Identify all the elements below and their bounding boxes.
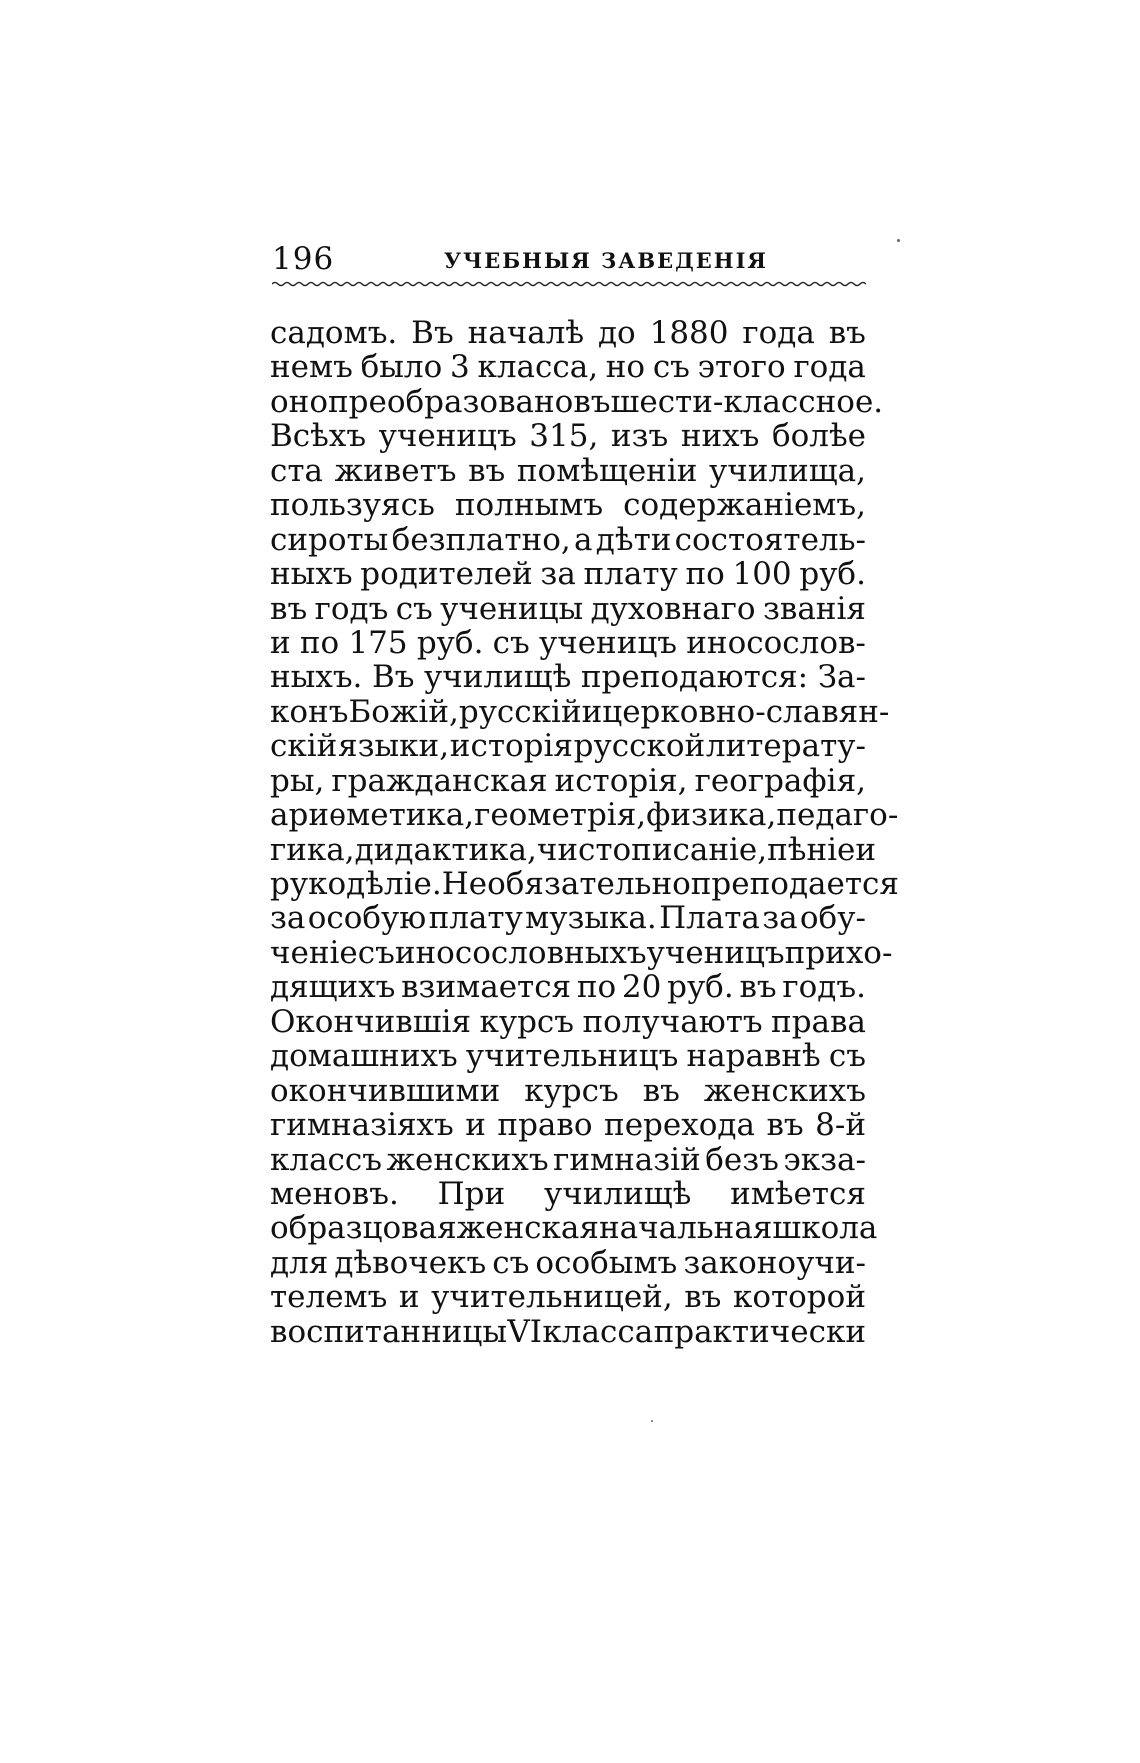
word: болѣе [771,418,866,455]
printing-speck [651,1420,653,1422]
text-line [270,729,866,763]
word: годъ [314,590,389,627]
word: домашнихъ [270,1038,458,1075]
word: 100 [732,556,792,593]
word: началѣ [467,315,585,351]
word: для [270,1244,329,1281]
word: языки, [338,728,450,765]
text-line [270,660,866,694]
word: училищѣ [544,1175,692,1212]
word: окончившими [270,1072,501,1109]
word: ченіе [270,934,358,971]
word: класса, [477,349,599,386]
text-line [270,1280,866,1314]
word: преподаются: [580,659,809,696]
word: нихъ [680,418,760,455]
word: физика, [646,797,777,834]
text-line [270,350,866,384]
word: и [855,831,877,868]
word: перехода [604,1107,755,1144]
text-line [270,1246,866,1280]
text-line [270,1210,878,1247]
word: За- [817,659,866,696]
word: этого [697,349,786,386]
word: 3 [449,349,470,386]
text-line [270,592,866,626]
word: руб. [799,556,866,593]
word: класса [542,1313,654,1350]
word: ученицъ [378,418,517,455]
text-line [270,1177,866,1211]
word: и [398,1279,420,1316]
word: за [540,556,576,593]
word: за [270,900,306,937]
word: родителей [360,556,533,593]
word: сироты [270,521,389,558]
word: которой [732,1279,866,1316]
text-line [270,934,893,971]
word: ариѳметика, [270,797,475,834]
text-line [270,488,866,522]
text-line [270,1074,866,1108]
word: наравнѣ [686,1038,821,1075]
word: начальная [598,1210,773,1247]
word: безъ [705,1141,779,1178]
word: съ [357,934,395,971]
word: преобразовано [328,383,574,420]
word: геометрія, [474,797,647,834]
word: исторія, [554,762,688,799]
word: состоятель- [674,521,866,558]
text-line [270,557,866,591]
word: обу- [799,900,866,937]
word: и [581,693,603,730]
word: конъ [270,693,349,730]
word: 8-й [815,1107,866,1144]
word: практически [653,1313,866,1350]
word: руб. [416,624,484,661]
text-line [270,1039,866,1073]
text-line [270,454,866,488]
word: руб. [667,969,734,1006]
word: Необязательно [441,866,691,902]
word: по [685,556,725,593]
word: съ [652,349,690,386]
word: Божій, [348,693,459,730]
wavy-header-rule [272,278,866,290]
text-line [270,764,866,798]
word: взимается [401,969,572,1006]
word: до [597,315,636,351]
word: пользуясь [270,487,435,524]
word: въ [766,1107,804,1144]
word: по [576,969,617,1006]
word: курсъ [524,1072,619,1109]
word: съ [492,624,530,661]
word: въ [828,315,866,351]
word: пѣніе [767,831,856,868]
word: съ [395,590,433,627]
word: но [605,349,646,386]
word: содержаніемъ, [623,487,866,524]
word: женскихъ [703,1072,866,1109]
text-line [270,1143,866,1177]
text-line [270,901,866,935]
word: гражданская [331,762,548,799]
word: въ [468,452,506,489]
word: Въ [411,315,454,351]
text-line [270,831,877,868]
word: право [497,1107,593,1144]
word: законоучи- [683,1244,866,1281]
word: духовнаго [590,590,756,627]
word: и [270,624,291,661]
word: въ [270,590,308,627]
word: въ [739,969,777,1006]
word: исторія [449,728,573,765]
text-line [270,970,866,1004]
word: права [771,1003,866,1040]
word: Всѣхъ [270,418,367,455]
word: литерату- [705,728,866,765]
word: года [742,315,815,351]
word: и [465,1107,486,1144]
body-text [270,315,899,1350]
word: плату [428,900,523,937]
word: ученицъ [538,624,678,661]
page-header [272,238,864,280]
word: за [762,900,798,937]
word: рукодѣліе. [270,866,442,902]
word: садомъ. [270,315,398,351]
word: 20 [621,969,662,1006]
text-line [270,626,866,660]
word: курсъ [479,1003,575,1040]
page-number: 196 [272,241,335,277]
word: плату [583,556,678,593]
text-line [270,316,866,350]
word: церковно-славян- [602,693,890,730]
word: безплатно, [391,521,571,558]
word: училищѣ [424,659,572,696]
word: шести-классное. [610,383,884,420]
word: въ [573,383,611,420]
word: ученицъ [646,934,785,971]
word: учительницей, [431,1279,673,1316]
word: немъ [270,349,353,386]
word: При [437,1175,506,1212]
printing-speck [897,239,900,242]
word: женская [456,1210,599,1247]
word: Въ [371,659,415,696]
word: Окончившія [270,1003,472,1040]
word: гимназіяхъ [270,1107,454,1144]
text-line [270,693,890,730]
word: русскій [458,693,582,730]
word: изъ [610,418,669,455]
word: 175 [348,624,408,661]
word: 1880 [649,315,729,351]
word: иносослов- [686,624,866,661]
word: ныхъ [270,556,353,593]
word: Плата [659,900,760,937]
word: дѣти [595,521,672,558]
word: педаго- [776,797,899,834]
word: географія, [694,762,866,799]
word: съ [492,1244,530,1281]
word: гимназій [553,1141,701,1178]
word: воспитанницы [270,1313,508,1350]
word: полнымъ [454,487,604,524]
word: особую [307,900,427,937]
word: скій [270,728,338,765]
word: чистописаніе, [536,831,768,868]
text-line [270,419,866,453]
word: меновъ. [270,1175,399,1212]
word: музыка. [525,900,657,937]
word: русской [573,728,706,765]
text-line [270,1005,866,1039]
word: помѣщеніи [516,452,698,489]
text-line [270,1315,866,1349]
word: имѣется [730,1175,866,1212]
word: образцовая [270,1210,457,1247]
word: прихо- [784,934,893,971]
word: получаютъ [582,1003,763,1040]
word: классъ [270,1141,382,1178]
word: живетъ [334,452,457,489]
text-line [270,866,899,902]
text-line [270,523,866,557]
word: въ [642,1072,680,1109]
word: по [299,624,340,661]
word: а [574,521,593,558]
word: было [360,349,443,386]
word: экза- [783,1141,866,1178]
word: дидактика, [354,831,537,868]
word: ныхъ. [270,659,363,696]
word: ученицы [440,590,584,627]
word: VI [507,1313,543,1350]
word: званія [762,590,866,627]
word: гика, [270,831,355,868]
text-line [270,383,884,420]
text-line [270,1108,866,1142]
word: дѣвочекъ [334,1244,487,1281]
word: съ [828,1038,866,1075]
word: года [793,349,866,386]
word: телемъ [270,1279,388,1316]
word: годъ. [782,969,866,1006]
word: въ [684,1279,722,1316]
running-head: УЧЕБНЫЯ ЗАВЕДЕНІЯ [444,248,768,273]
word: оно [270,383,328,420]
word: ры, [270,762,325,799]
word: иносословныхъ [394,934,647,971]
word: дящихъ [270,969,396,1006]
word: ста [270,452,323,489]
word: преподается [690,866,899,902]
word: женскихъ [386,1141,549,1178]
word: 315, [529,418,599,455]
word: школа [772,1210,878,1247]
text-line [270,797,899,834]
word: учительницъ [465,1038,679,1075]
word: училища, [709,452,866,489]
word: особымъ [535,1244,678,1281]
